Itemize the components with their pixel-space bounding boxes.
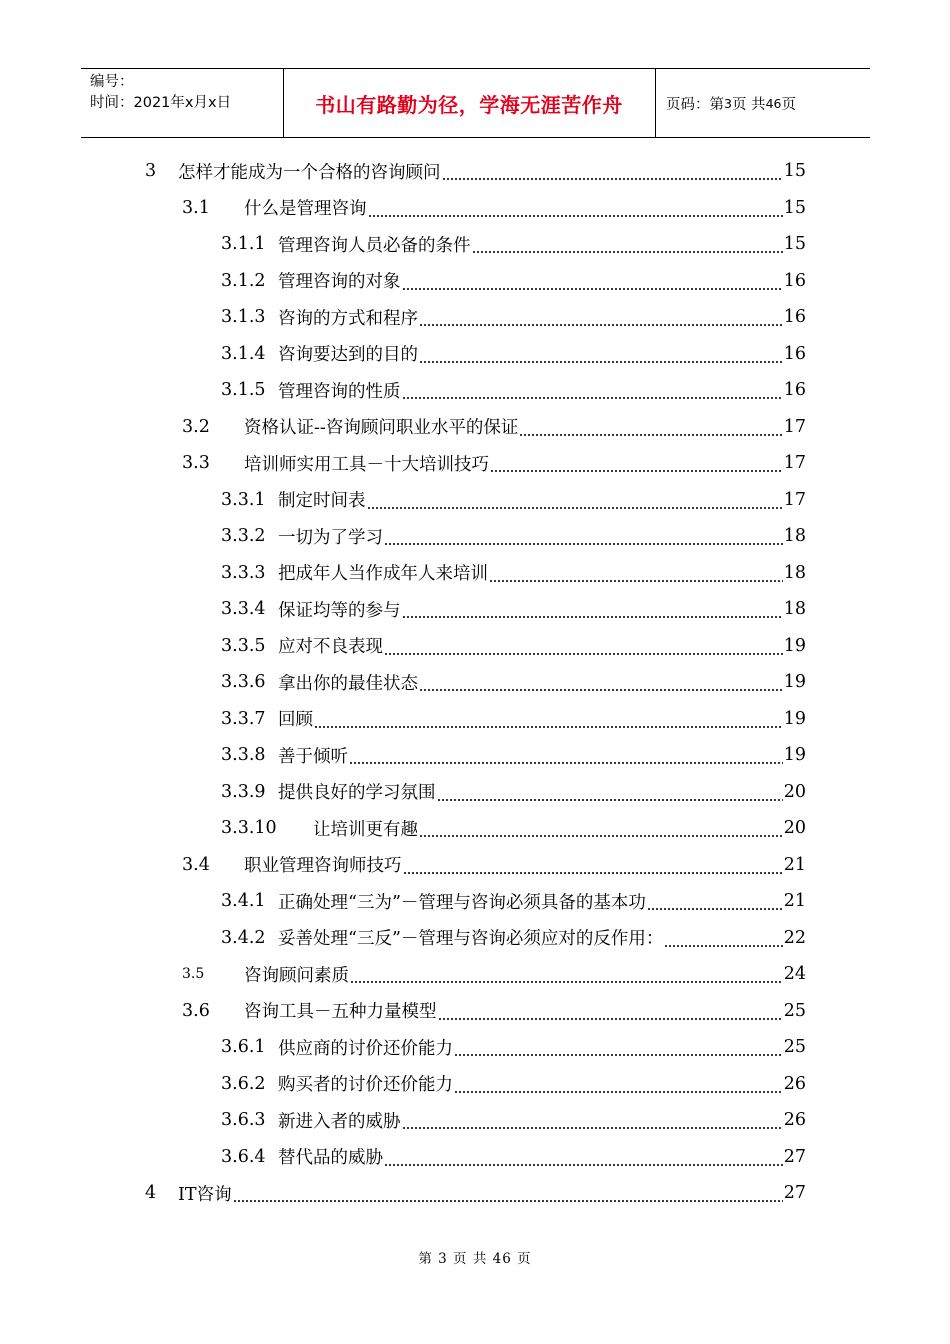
- toc-entry-title: 正确处理“三为”－管理与咨询必须具备的基本功: [278, 892, 646, 913]
- toc-entry-title: 拿出你的最佳状态: [278, 673, 418, 694]
- toc-entry-number: 3.1.5: [221, 380, 266, 400]
- toc-entry-title: 管理咨询人员必备的条件: [278, 235, 471, 256]
- toc-entry-title: 什么是管理咨询: [244, 199, 367, 219]
- toc-dot-leader: [489, 562, 783, 584]
- toc-entry-page: 20: [783, 781, 806, 802]
- toc-dot-leader: [402, 379, 783, 401]
- toc-entry-number: 3: [145, 161, 157, 181]
- toc-dot-leader: [419, 817, 783, 839]
- toc-entry-page: 16: [783, 380, 806, 400]
- toc-entry-page: 18: [783, 599, 806, 619]
- toc-entry-title: 咨询顾问素质: [244, 965, 349, 986]
- toc-entry[interactable]: [221, 737, 806, 773]
- toc-entry-title: 资格认证--咨询顾问职业水平的保证: [244, 418, 519, 438]
- toc-entry[interactable]: [221, 920, 806, 956]
- toc-entry-title: 应对不良表现: [278, 637, 383, 657]
- toc-dot-leader: [367, 489, 783, 511]
- page-label: 页码：第: [666, 96, 724, 113]
- toc-entry-number: 3.3.6: [221, 672, 266, 692]
- toc-entry-number: 3.1.4: [221, 343, 266, 364]
- page-total: 46: [765, 95, 782, 111]
- toc-dot-leader: [472, 233, 783, 255]
- toc-entry-page: 27: [783, 1146, 806, 1167]
- toc-entry[interactable]: [221, 701, 806, 737]
- toc-entry-number: 3.3.4: [221, 599, 266, 619]
- toc-entry[interactable]: [221, 1139, 806, 1175]
- toc-entry-page: 27: [783, 1183, 806, 1203]
- toc-dot-leader: [490, 452, 783, 474]
- toc-dot-leader: [437, 781, 783, 803]
- toc-dot-leader: [384, 635, 783, 657]
- toc-entry-page: 20: [783, 818, 806, 838]
- toc-dot-leader: [402, 270, 783, 292]
- toc-entry[interactable]: [145, 153, 806, 189]
- toc-entry-page: 15: [783, 234, 806, 254]
- toc-entry-title: 购买者的讨价还价能力: [278, 1075, 453, 1095]
- toc-entry[interactable]: [182, 993, 806, 1029]
- toc-entry-title: 职业管理咨询师技巧: [244, 856, 402, 876]
- toc-entry[interactable]: [221, 226, 806, 262]
- toc-dot-leader: [419, 343, 783, 365]
- toc-dot-leader: [454, 1073, 783, 1095]
- toc-entry[interactable]: [182, 956, 806, 992]
- toc-entry-title: 让培训更有趣: [313, 819, 418, 840]
- toc-dot-leader: [349, 744, 783, 766]
- toc-entry-title: 怎样才能成为一个合格的咨询顾问: [178, 162, 441, 183]
- toc-entry-page: 25: [783, 1037, 806, 1057]
- page-suffix: 页: [781, 96, 796, 113]
- toc-entry[interactable]: [182, 445, 806, 481]
- toc-entry-number: 3.4: [182, 854, 210, 875]
- toc-entry-number: 3.1: [182, 197, 210, 218]
- toc-entry-page: 22: [783, 927, 806, 948]
- toc-entry-page: 15: [783, 197, 806, 218]
- toc-entry-page: 24: [783, 964, 806, 984]
- toc-entry-page: 18: [783, 562, 806, 583]
- toc-entry[interactable]: [221, 1029, 806, 1065]
- toc-entry[interactable]: [221, 482, 806, 518]
- toc-entry-number: 3.6.2: [221, 1073, 266, 1094]
- toc-entry[interactable]: [221, 883, 806, 919]
- toc-entry[interactable]: [221, 664, 806, 700]
- toc-entry-page: 16: [783, 307, 806, 327]
- toc-entry-number: 3.3.10: [221, 818, 277, 838]
- toc-entry-title: 咨询的方式和程序: [278, 308, 418, 329]
- toc-entry[interactable]: [221, 1102, 806, 1138]
- toc-entry-page: 19: [783, 635, 806, 656]
- toc-entry-title: 供应商的讨价还价能力: [278, 1038, 453, 1059]
- toc-entry-page: 26: [783, 1110, 806, 1130]
- toc-entry-title: 制定时间表: [278, 491, 366, 511]
- toc-dot-leader: [402, 598, 783, 620]
- toc-entry-title: 回顾: [278, 710, 313, 730]
- toc-dot-leader: [438, 1000, 783, 1022]
- toc-dot-leader: [384, 525, 783, 547]
- header-meta: [90, 72, 231, 114]
- toc-entry-number: 3.3.2: [221, 526, 266, 546]
- toc-entry-page: 17: [783, 489, 806, 510]
- toc-entry-page: 18: [783, 526, 806, 546]
- page-footer: 第 3 页 共 46 页: [418, 1251, 532, 1267]
- toc-dot-leader: [350, 963, 783, 985]
- toc-entry-title: 提供良好的学习氛围: [278, 783, 436, 803]
- toc-entry-title: IT咨询: [178, 1184, 232, 1205]
- toc-entry[interactable]: [182, 190, 806, 226]
- toc-entry-page: 16: [783, 343, 806, 364]
- header-divider: [655, 69, 656, 137]
- page-mid: 页 共: [731, 96, 766, 113]
- toc-entry-page: 19: [783, 672, 806, 692]
- serial-label: 编号：: [90, 74, 134, 90]
- toc-entry-page: 15: [783, 161, 806, 181]
- toc-entry[interactable]: [221, 336, 806, 372]
- toc-dot-leader: [454, 1036, 783, 1058]
- toc-entry-title: 替代品的威胁: [278, 1148, 383, 1168]
- toc-entry-title: 妥善处理“三反”－管理与咨询必须应对的反作用：: [278, 929, 664, 949]
- toc-entry-number: 3.3.7: [221, 708, 266, 729]
- toc-entry[interactable]: [221, 628, 806, 664]
- toc-entry-title: 咨询要达到的目的: [278, 345, 418, 365]
- toc-entry[interactable]: [221, 263, 806, 299]
- toc-entry[interactable]: [182, 409, 806, 445]
- toc-entry-number: 3.1.1: [221, 234, 266, 254]
- toc-entry-number: 3.3.9: [221, 781, 266, 802]
- toc-entry[interactable]: [221, 1066, 806, 1102]
- toc-entry-title: 保证均等的参与: [278, 600, 401, 621]
- toc-entry-number: 3.6.4: [221, 1146, 266, 1167]
- toc-entry[interactable]: [221, 299, 806, 335]
- toc-entry[interactable]: [221, 372, 806, 408]
- toc-entry-number: 3.6.3: [221, 1110, 266, 1130]
- toc-dot-leader: [402, 1109, 783, 1131]
- toc-entry[interactable]: [145, 1175, 806, 1211]
- toc-dot-leader: [233, 1182, 783, 1204]
- toc-entry[interactable]: [221, 810, 806, 846]
- page-current: 3: [724, 95, 732, 111]
- toc-entry[interactable]: [221, 591, 806, 627]
- toc-entry-number: 3.3.5: [221, 635, 266, 656]
- toc-entry-page: 21: [783, 891, 806, 911]
- toc-entry-page: 17: [783, 416, 806, 437]
- toc-dot-leader: [419, 306, 783, 328]
- toc-entry-title: 善于倾听: [278, 746, 348, 767]
- toc-entry-page: 26: [783, 1073, 806, 1094]
- toc-entry-number: 3.2: [182, 416, 210, 437]
- toc-dot-leader: [442, 160, 783, 182]
- toc-entry-page: 17: [783, 453, 806, 473]
- toc-entry-number: 4: [145, 1183, 157, 1203]
- toc-entry-page: 19: [783, 745, 806, 765]
- toc-dot-leader: [519, 416, 782, 438]
- toc-entry-number: 3.3.1: [221, 489, 266, 510]
- toc-dot-leader: [403, 854, 783, 876]
- toc-entry-number: 3.3.3: [221, 562, 266, 583]
- toc-entry-number: 3.3: [182, 453, 210, 473]
- toc-entry[interactable]: [221, 555, 806, 591]
- toc-entry[interactable]: [221, 518, 806, 554]
- toc-entry-title: 培训师实用工具－十大培训技巧: [244, 454, 489, 475]
- toc-entry-page: 21: [783, 854, 806, 875]
- toc-dot-leader: [647, 890, 783, 912]
- toc-entry-number: 3.4.1: [221, 891, 266, 911]
- page-header: [81, 68, 870, 138]
- toc-entry-number: 3.1.3: [221, 307, 266, 327]
- header-page-info: [666, 69, 796, 137]
- date-label: 时间：2021年x月x日: [90, 95, 232, 111]
- toc-entry-number: 3.6.1: [221, 1037, 266, 1057]
- toc-entry-page: 16: [783, 270, 806, 291]
- toc-dot-leader: [314, 708, 783, 730]
- header-motto: 书山有路勤为径，学海无涯苦作舟: [315, 92, 623, 117]
- toc-dot-leader: [384, 1146, 783, 1168]
- toc-entry[interactable]: [221, 774, 806, 810]
- toc-dot-leader: [419, 671, 783, 693]
- toc-entry-title: 咨询工具－五种力量模型: [244, 1002, 437, 1022]
- toc-entry-number: 3.4.2: [221, 927, 266, 948]
- toc-entry-title: 管理咨询的性质: [278, 381, 401, 402]
- toc-entry-title: 一切为了学习: [278, 527, 383, 548]
- toc-entry-page: 19: [783, 708, 806, 729]
- toc-entry-number: 3.6: [182, 1000, 210, 1021]
- toc-dot-leader: [368, 197, 783, 219]
- toc-entry-page: 25: [783, 1000, 806, 1021]
- toc-entry-number: 3.5: [182, 966, 205, 982]
- toc-dot-leader: [664, 927, 782, 949]
- toc-entry-number: 3.3.8: [221, 745, 266, 765]
- toc-entry-title: 新进入者的威胁: [278, 1111, 401, 1132]
- toc-entry-number: 3.1.2: [221, 270, 266, 291]
- toc-entry-title: 管理咨询的对象: [278, 272, 401, 292]
- toc-entry[interactable]: [182, 847, 806, 883]
- toc-entry-title: 把成年人当作成年人来培训: [278, 564, 488, 584]
